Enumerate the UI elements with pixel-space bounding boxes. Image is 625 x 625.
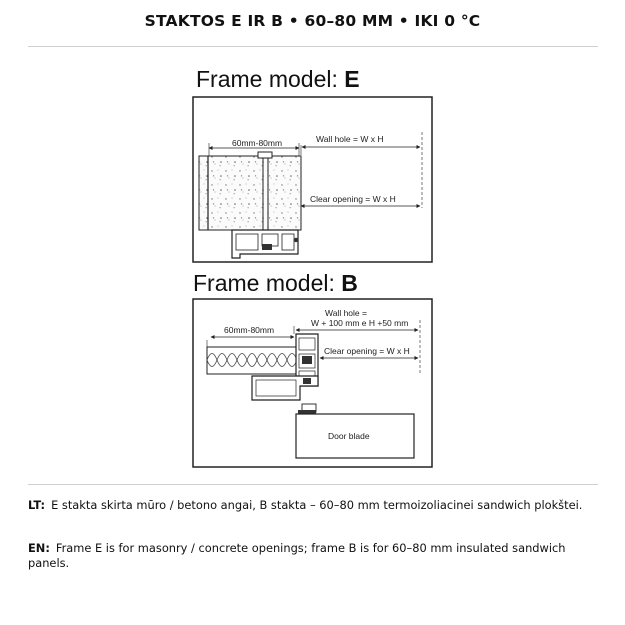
caption-lt-label: LT: — [28, 498, 46, 512]
panel-b-sandwich-panel — [207, 347, 297, 374]
panel-b-door-blade-label: Door blade — [328, 431, 370, 441]
bottom-divider — [28, 484, 598, 485]
panel-b — [193, 270, 432, 467]
caption-en-label: EN: — [28, 541, 50, 555]
caption-en-text: Frame E is for masonry / concrete openings; frame B is for 60–80 mm insulated sandwich panels. — [28, 541, 566, 570]
panel-e — [193, 66, 432, 262]
panel-b-wall-hole-line1: Wall hole = — [325, 308, 367, 318]
panel-e-heading: Frame model: E — [196, 66, 360, 92]
panel-e-clear-opening-label: Clear opening = W x H — [310, 194, 396, 204]
caption-lt — [28, 498, 608, 513]
panel-e-wall — [199, 156, 301, 230]
panel-b-heading: Frame model: B — [193, 270, 358, 296]
panel-e-thickness-label: 60mm-80mm — [232, 138, 283, 148]
caption-lt-text: E stakta skirta mūro / betono angai, B stakta – 60–80 mm termoizoliacinei sandwich plokštei. — [51, 498, 583, 512]
panel-e-wall-hole-label: Wall hole = W x H — [316, 134, 384, 144]
panel-b-clear-opening-label: Clear opening = W x H — [324, 346, 410, 356]
panel-b-thickness-label: 60mm-80mm — [224, 325, 275, 335]
panel-b-wall-hole-line2: W + 100 mm e H +50 mm — [311, 318, 409, 328]
page-title: STAKTOS E IR B • 60–80 MM • IKI 0 °C — [144, 12, 481, 30]
caption-en — [28, 541, 608, 571]
